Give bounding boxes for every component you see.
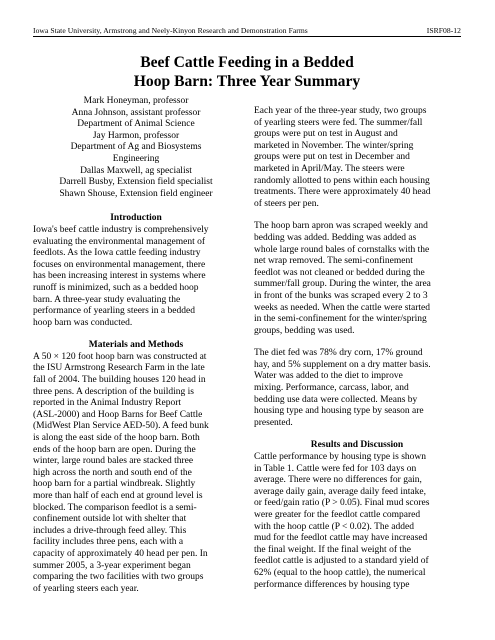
- text-line: Water was added to the diet to improve: [254, 371, 403, 382]
- text-line: feedlots. As the Iowa cattle feeding industry: [33, 248, 201, 259]
- text-line: confinement outside lot with shelter that: [33, 514, 187, 525]
- text-line: were greater for the feedlot cattle compared: [254, 510, 421, 520]
- text-line: marketed in November. The winter/spring: [254, 140, 414, 151]
- text-line: presented.: [254, 417, 293, 428]
- text-line: of steers per pen.: [254, 198, 319, 209]
- text-line: reported in the Animal Industry Report: [33, 398, 182, 409]
- text-line: groups were put on test in August and: [254, 129, 398, 140]
- text-line: blocked. The comparison feedlot is a semi-: [33, 502, 197, 513]
- text-line: Cattle performance by housing type is shown: [254, 452, 427, 463]
- text-line: (ASL-2000) and Hoop Barns for Beef Cattle: [33, 409, 203, 420]
- introduction-heading: Introduction: [110, 213, 162, 224]
- text-line: hoop barn was conducted.: [33, 317, 133, 328]
- paper-title: [33, 54, 461, 91]
- results-heading: Results and Discussion: [310, 440, 404, 451]
- results-paragraph: [254, 452, 460, 591]
- title-line-2: Hoop Barn: Three Year Summary: [133, 72, 361, 90]
- text-line: ends of the hoop barn are open. During the: [33, 444, 196, 455]
- text-line: average daily gain, average daily feed intake,: [254, 486, 426, 497]
- right-column: [254, 106, 460, 602]
- text-line: of yearling steers were fed. The summer/fall: [254, 117, 423, 128]
- author-line: Dallas Maxwell, ag specialist: [80, 165, 192, 176]
- text-line: groups, bedding was used.: [254, 325, 355, 336]
- text-line: bedding use data were collected. Means by: [254, 394, 418, 405]
- text-line: feedlot cattle is adjusted to a standard yield of: [254, 556, 429, 567]
- text-line: net wrap removed. The semi-confinement: [254, 256, 413, 267]
- text-line: capacity of approximately 40 head per pen. In: [33, 548, 208, 559]
- author-line: Jay Harmon, professor: [92, 130, 180, 141]
- text-line: marketed in April/May. The steers were: [254, 163, 405, 174]
- text-line: bedding was added. Bedding was added as: [254, 232, 417, 243]
- author-line: Mark Honeyman, professor: [83, 96, 189, 106]
- methods-heading: Materials and Methods: [88, 340, 184, 351]
- text-line: the ISU Armstrong Research Farm in the late: [33, 363, 205, 374]
- text-line: fall of 2004. The building houses 120 head in: [33, 375, 206, 386]
- text-line: treatments. There were approximately 40 head: [254, 187, 431, 198]
- text-line: Each year of the three-year study, two groups: [254, 106, 427, 116]
- text-line: randomly allotted to pens within each housing: [254, 175, 430, 186]
- text-line: is along the east side of the hoop barn. Both: [33, 433, 200, 444]
- text-line: summer/fall group. During the winter, the area: [254, 279, 431, 290]
- text-line: more than half of each end at ground level is: [33, 491, 203, 501]
- introduction-paragraph: [33, 225, 239, 329]
- author-line: Darrell Busby, Extension field specialist: [59, 177, 213, 188]
- text-line: facility includes three pens, each with a: [33, 537, 184, 548]
- author-line: Department of Animal Science: [77, 119, 195, 130]
- text-line: includes a drive-through feed alley. This: [33, 525, 187, 536]
- text-line: in Table 1. Cattle were fed for 103 days on: [254, 463, 417, 474]
- text-line: (MidWest Plan Service AED-50). A feed bunk: [33, 421, 209, 432]
- text-line: mud for the feedlot cattle may have increased: [254, 533, 428, 544]
- text-line: with the hoop cattle (P < 0.02). The added: [254, 521, 414, 532]
- text-line: performance of yearling steers in a bedded: [33, 306, 195, 317]
- text-line: of yearling steers each year.: [33, 583, 139, 594]
- author-line: Department of Ag and Biosystems: [70, 142, 202, 153]
- text-line: high across the north and south end of the: [33, 467, 192, 478]
- text-line: has been increasing interest in systems where: [33, 271, 206, 282]
- author-line: Engineering: [112, 153, 160, 164]
- left-column: [33, 96, 239, 606]
- text-line: groups were put on test in December and: [254, 152, 410, 163]
- text-line: summer 2005, a 3-year experiment began: [33, 560, 191, 571]
- text-line: hay, and 5% supplement on a dry matter basis.: [254, 359, 431, 370]
- diet-paragraph: [254, 348, 460, 429]
- text-line: focuses on environmental management, there: [33, 259, 206, 270]
- text-line: housing type and housing type by season are: [254, 406, 424, 417]
- text-line: comparing the two facilities with two groups: [33, 572, 204, 583]
- header-institution: Iowa State University, Armstrong and Neely-Kinyon Research and Demonstration Farms: [33, 26, 308, 35]
- text-line: A 50 × 120 foot hoop barn was constructed at: [33, 351, 207, 362]
- text-line: performance differences by housing type: [254, 579, 410, 590]
- text-line: evaluating the environmental management of: [33, 236, 205, 247]
- text-line: hoop barn for a partial windbreak. Slightly: [33, 479, 196, 490]
- methods-paragraph: [33, 352, 239, 595]
- author-block: [33, 96, 239, 200]
- text-line: weeks as needed. When the cattle were started: [254, 302, 431, 313]
- text-line: barn. A three-year study evaluating the: [33, 294, 181, 305]
- text-line: average. There were no differences for gain,: [254, 475, 422, 486]
- text-line: mixing. Performance, carcass, labor, and: [254, 383, 409, 394]
- bedding-paragraph: [254, 221, 460, 337]
- text-line: runoff is minimized, such as a bedded hoop: [33, 282, 199, 293]
- text-line: 62% (equal to the hoop cattle), the numerical: [254, 567, 426, 578]
- text-line: Iowa's beef cattle industry is comprehensively: [33, 224, 209, 235]
- author-line: Anna Johnson, assistant professor: [71, 107, 201, 118]
- author-line: Shawn Shouse, Extension field engineer: [59, 188, 213, 199]
- text-line: winter, large round bales are stacked three: [33, 456, 194, 467]
- text-line: feedlot was not cleaned or bedded during the: [254, 267, 425, 278]
- text-line: or feed/gain ratio (P > 0.05). Final mud scores: [254, 498, 430, 509]
- title-line-1: Beef Cattle Feeding in a Bedded: [140, 54, 354, 71]
- text-line: The diet fed was 78% dry corn, 17% ground: [254, 348, 423, 359]
- header-report-id: ISRF08-12: [426, 26, 461, 35]
- running-header: [33, 26, 461, 37]
- text-line: three pens. A description of the building is: [33, 386, 194, 397]
- text-line: The hoop barn apron was scraped weekly and: [254, 221, 428, 232]
- text-line: in front of the bunks was scraped every 2 to 3: [254, 290, 428, 301]
- text-line: in the semi-confinement for the winter/spring: [254, 314, 427, 325]
- text-line: whole large round bales of cornstalks with the: [254, 244, 430, 255]
- text-line: the final weight. If the final weight of the: [254, 544, 411, 555]
- study-design-paragraph: [254, 106, 460, 210]
